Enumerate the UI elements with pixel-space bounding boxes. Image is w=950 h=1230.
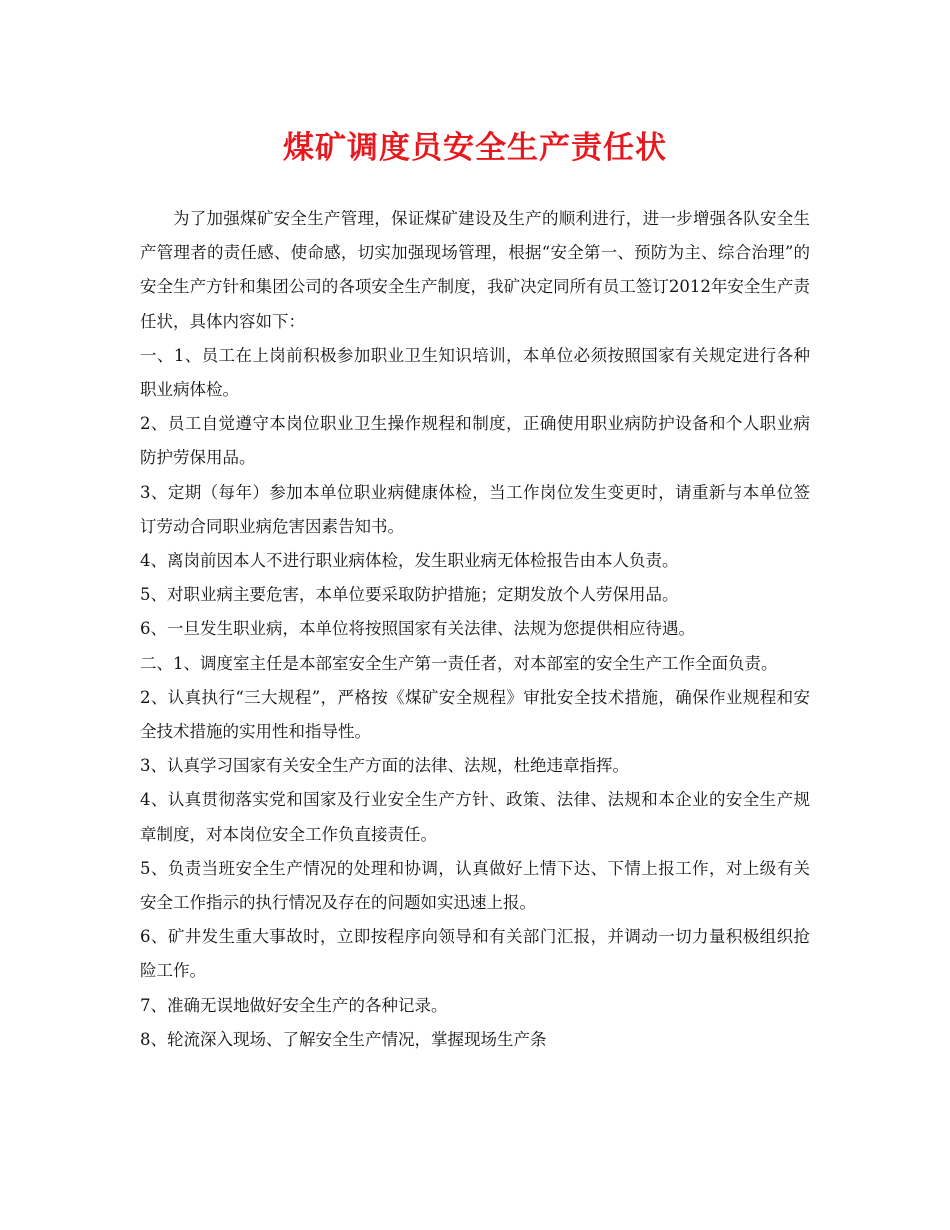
list-item: 4、认真贯彻落实党和国家及行业安全生产方针、政策、法律、法规和本企业的安全生产规章制度，对本岗位安全工作负直接责任。: [140, 790, 810, 844]
list-item: 8、轮流深入现场、了解安全生产情况，掌握现场生产条: [140, 1029, 547, 1049]
document-title: 煤矿调度员安全生产责任状: [283, 130, 667, 166]
list-item: 5、负责当班安全生产情况的处理和协调，认真做好上情下达、下情上报工作，对上级有关安全工作指示的执行情况及存在的问题如实迅速上报。: [140, 858, 810, 913]
list-item: 6、矿井发生重大事故时，立即按程序向领导和有关部门汇报，并调动一切力量积极组织抢险工作。: [140, 927, 810, 981]
list-item: 一、1、员工在上岗前积极参加职业卫生知识培训，本单位必须按照国家有关规定进行各种职业病体检。: [140, 345, 810, 400]
list-item: 3、认真学习国家有关安全生产方面的法律、法规，杜绝违章指挥。: [140, 756, 629, 776]
list-item: 2、认真执行“三大规程”，严格按《煤矿安全规程》审批安全技术措施，确保作业规程和安全技术措施的实用性和指导性。: [140, 687, 810, 742]
document-body: [140, 202, 810, 1057]
list-item: 3、定期（每年）参加本单位职业病健康体检，当工作岗位发生变更时，请重新与本单位签订劳动合同职业病危害因素告知书。: [140, 482, 810, 536]
list-item: 7、准确无误地做好安全生产的各种记录。: [140, 995, 448, 1015]
list-item: 5、对职业病主要危害，本单位要采取防护措施；定期发放个人劳保用品。: [140, 585, 679, 605]
intro-paragraph: 为了加强煤矿安全生产管理，保证煤矿建设及生产的顺利进行，进一步增强各队安全生产管理者的责任感、使命感，切实加强现场管理，根据“安全第一、预防为主、综合治理”的安全生产方针和集团公司的各项安全生产制度，我矿决定同所有员工签订2012年安全生产责任状，具体内容如下：: [140, 209, 810, 331]
list-item: 6、一旦发生职业病，本单位将按照国家有关法律、法规为您提供相应待遇。: [140, 619, 695, 639]
list-item: 二、1、调度室主任是本部室安全生产第一责任者，对本部室的安全生产工作全面负责。: [140, 653, 778, 673]
list-item: 4、离岗前因本人不进行职业病体检，发生职业病无体检报告由本人负责。: [140, 551, 679, 571]
list-item: 2、员工自觉遵守本岗位职业卫生操作规程和制度，正确使用职业病防护设备和个人职业病防护劳保用品。: [140, 414, 810, 468]
